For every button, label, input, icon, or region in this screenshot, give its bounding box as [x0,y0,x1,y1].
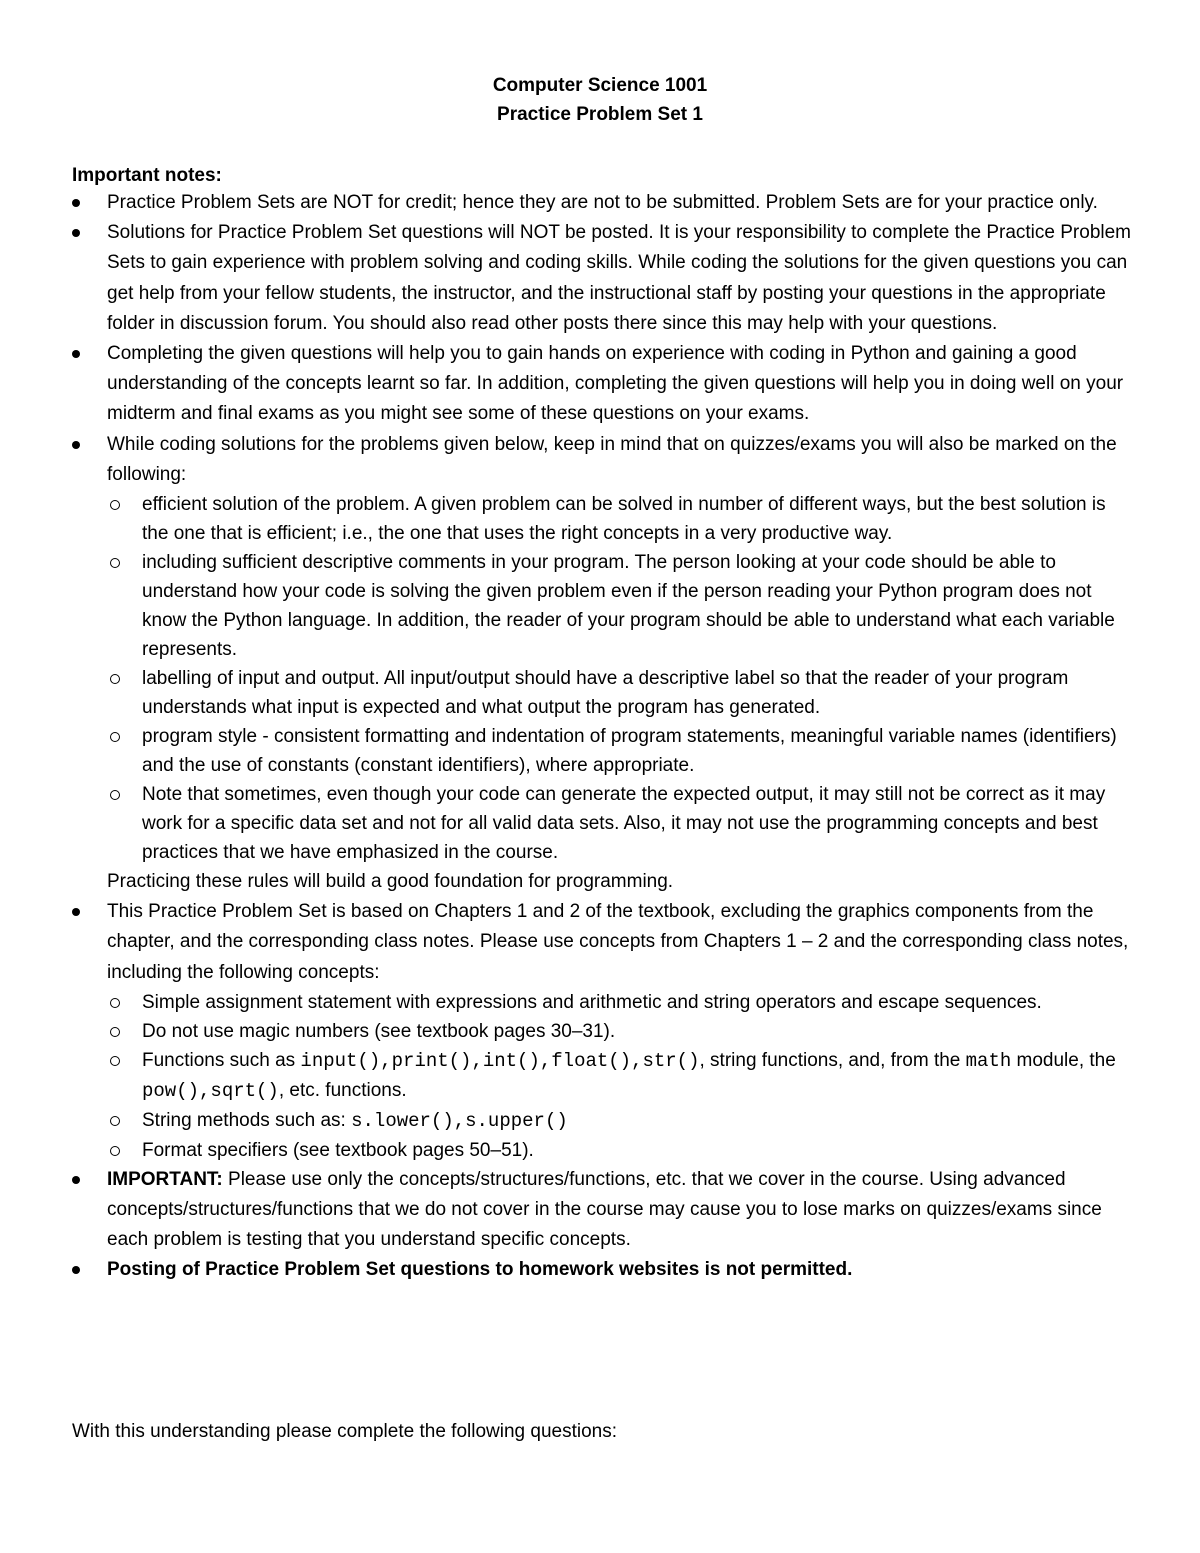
sub-item-note [72,780,1134,867]
note-bullet-posting [72,1255,1134,1285]
notes-list [72,188,1134,1286]
sub-item-text [142,1110,568,1131]
problem-set-title: Practice Problem Set 1 [497,104,703,125]
note-bullet-chapters [72,897,1134,988]
note-bullet-marking [72,430,1134,490]
sub-item-text: Format specifiers (see textbook pages 50–51). [142,1139,534,1161]
text-fragment: , string functions, and, from the [699,1049,966,1071]
sub-item-text: Simple assignment statement with expressions and arithmetic and string operators and escape sequences. [142,991,1042,1013]
sub-bullet-icon [110,558,120,568]
note-text: While coding solutions for the problems given below, keep in mind that on quizzes/exams you will also be marked on the following: [107,433,1117,485]
sub-bullet-icon [110,1116,120,1126]
text-fragment: module, the [1011,1049,1116,1071]
code-builtins: input(),print(),int(),float(),str() [300,1049,700,1072]
sub-item-text [142,1050,1116,1101]
sub-bullet-icon [110,1146,120,1156]
code-string-methods: s.lower(),s.upper() [351,1109,568,1132]
sub-item-labelling [72,664,1134,722]
bullet-icon [72,1266,80,1274]
sub-item-text: efficient solution of the problem. A given problem can be solved in number of different ways, but the best solution is the one that is efficient; i.e., the one that uses the right concepts in a very productive way. [142,494,1106,545]
sub-item-comments [72,548,1134,664]
sub-bullet-icon [110,500,120,510]
sub-item-text: including sufficient descriptive comments in your program. The person looking at your code should be able to understand how your code is solving the given problem even if the person reading your Python program does not know the Python language. In addition, the reader of your program should be able to understand what each variable represents. [142,552,1115,661]
sub-item-text: Do not use magic numbers (see textbook pages 30–31). [142,1020,616,1042]
bullet-icon [72,199,80,207]
important-label: IMPORTANT: [107,1168,223,1190]
sub-item-assignment [72,988,1134,1017]
bullet-icon [72,229,80,237]
closing-line: With this understanding please complete the following questions: [72,1421,617,1442]
sub-item-text: labelling of input and output. All input/output should have a descriptive label so that the reader of your program understands what input is expected and what output the program has generated. [142,668,1069,719]
sub-item-format-specifiers [72,1136,1134,1165]
note-text: This Practice Problem Set is based on Chapters 1 and 2 of the textbook, excluding the graphics components from the chapter, and the corresponding class notes. Please use concepts from Chapters 1 – 2 and the corresponding class notes, including the following concepts: [107,901,1129,983]
sub-bullet-icon [110,1027,120,1037]
notes-heading: Important notes: [72,165,222,186]
sub-item-style [72,722,1134,780]
sub-item-functions [72,1046,1134,1106]
course-title: Computer Science 1001 [492,75,708,96]
sub-bullet-icon [110,998,120,1008]
bullet-icon [72,350,80,358]
note-text: Practice Problem Sets are NOT for credit; hence they are not to be submitted. Problem Sets are for your practice only. [107,192,1098,213]
note-bullet-important [72,1165,1134,1256]
bullet-icon [72,1176,80,1184]
sub-item-efficient [72,490,1134,548]
note-bullet-not-for-credit [72,188,1134,218]
note-text [107,1169,1102,1250]
text-fragment: , etc. functions. [278,1079,407,1101]
sub-item-magic-numbers [72,1017,1134,1046]
sub-item-string-methods [72,1106,1134,1136]
note-text: Completing the given questions will help you to gain hands on experience with coding in Python and gaining a good understanding of the concepts learnt so far. In addition, completing the given questions will help you in doing well on your midterm and final exams as you might see some of these questions on your exams. [107,343,1124,425]
bullet-icon [72,908,80,916]
sub-item-text: Note that sometimes, even though your code can generate the expected output, it may still not be correct as it may work for a specific data set and not for all valid data sets. Also, it may not use the programming concepts and best practices that we have emphasized in the course. [142,784,1106,864]
note-bullet-solutions [72,218,1134,339]
text-fragment: Please use only the concepts/structures/functions, etc. that we cover in the course. Using advanced concepts/structures/functions that we do not cover in the course may cause you to lose marks on quizzes/exams since each problem is testing that you understand specific concepts. [107,1168,1102,1251]
text-fragment: String methods such as: [142,1109,352,1131]
practicing-rules-text: Practicing these rules will build a good foundation for programming. [107,871,674,893]
sub-bullet-icon [110,1056,120,1066]
sub-item-text: program style - consistent formatting and indentation of program statements, meaningful variable names (identifiers) and the use of constants (constant identifiers), where appropriate. [142,726,1117,777]
sub-bullet-icon [110,674,120,684]
note-text: Posting of Practice Problem Set questions to homework websites is not permitted. [107,1259,853,1281]
sub-bullet-icon [110,732,120,742]
note-text: Solutions for Practice Problem Set questions will NOT be posted. It is your responsibility to complete the Practice Problem Sets to gain experience with problem solving and coding skills. While coding the solutions for the given questions you can get help from your fellow students, the instructor, and the instructional staff by posting your questions in the appropriate folder in discussion forum. You should also read other posts there since this may help with your questions. [107,222,1131,334]
bullet-icon [72,441,80,449]
note-bullet-completing [72,339,1134,430]
code-math-functions: pow(),sqrt() [142,1079,279,1102]
code-math: math [965,1049,1012,1072]
sub-bullet-icon [110,790,120,800]
text-fragment: Functions such as [142,1049,301,1071]
